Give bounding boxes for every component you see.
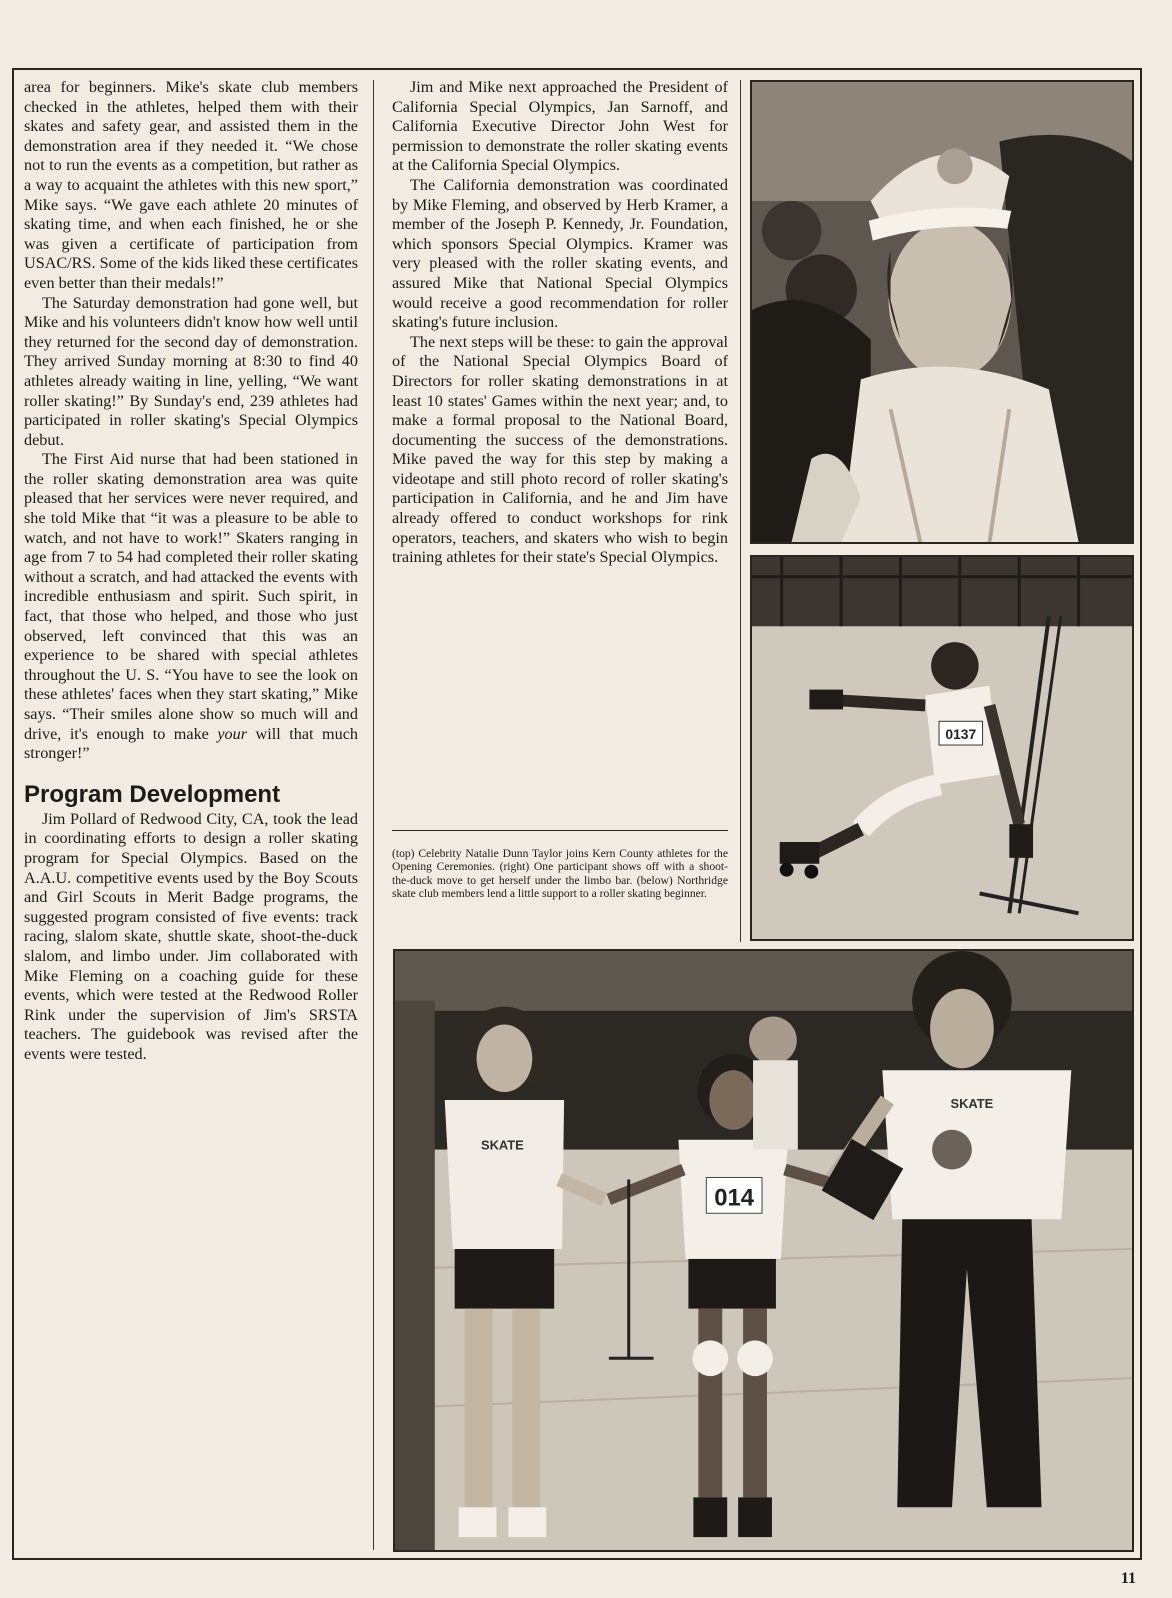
paragraph: Jim and Mike next approached the President of California Special Olympics, Jan Sarnoff, and California Executive Director John West for permission to demonstrate the roller skating events at the California Special Olympics. (392, 78, 728, 175)
bib-number: 014 (714, 1184, 755, 1212)
paragraph: area for beginners. Mike's skate club members checked in the athletes, helped them with their skates and safety gear, and assisted them in the demonstration area if they needed it. “We chose not to run the events as a competition, but rather as a way to acquaint the athletes with this new sport,” Mike says. “We gave each athlete 20 minutes of skating time, and when each finished, he or she was given a certificate of participation from USAC/RS. Some of the kids liked these certificates even better than their medals!” (24, 78, 358, 292)
paragraph-text: will that much stronger!” (24, 724, 358, 763)
bib-number: 0137 (945, 726, 977, 743)
section-heading: Program Development (24, 780, 281, 808)
paragraph-text: The First Aid nurse that had been stationed in the roller skating demonstration area was quite pleased that her services were never required, and she told Mike that “it was a pleasure to be able to watch, and not have to work!” Skaters ranging in age from 7 to 54 had completed their roller skating without a scratch, and had attacked the events with incredible enthusiasm and spirit. Such spirit, in fact, that those who helped, and those who just observed, left convinced that this was an experience to be shared with special athletes throughout the U. S. “You have to see the look on these athletes' faces when they start skating,” Mike says. “Their smiles alone show so much will and drive, it's (24, 450, 358, 743)
paragraph: The California demonstration was coordinated by Mike Fleming, and observed by Herb Kramer, a member of the Joseph P. Kennedy, Jr. Foundation, which sponsors Special Olympics. Kramer was very pleased with the roller skating events, and assured Mike that National Special Olympics would receive a good recommendation for roller skating's future inclusion. (392, 175, 728, 332)
photo-skate-support (393, 949, 1134, 1552)
article-column-2 (392, 78, 728, 568)
photo-celebrity-cap (750, 80, 1134, 544)
shirt-text: SKATE (950, 1095, 994, 1111)
paragraph (24, 450, 358, 764)
page-number: 11 (1120, 1570, 1136, 1587)
paragraph: The Saturday demonstration had gone well, but Mike and his volunteers didn't know how well until they returned for the second day of demonstration. They arrived Sunday morning at 8:30 to find 40 athletes already waiting in line, yelling, “We want roller skating!” By Sunday's end, 239 athletes had participated in roller skating's Special Olympics debut. (24, 293, 358, 449)
paragraph: Jim Pollard of Redwood City, CA, took the lead in coordinating efforts to design a roller skating program for Special Olympics. Based on the A.A.U. competitive events used by the Boy Scouts and Girl Scouts in Merit Badge programs, the suggested program consisted of five events: track racing, slalom skate, shuttle skate, shoot-the-duck slalom, and limbo under. Jim collaborated with Mike Fleming on a coaching guide for these events, which were tested at the Redwood Roller Rink under the supervision of Jim's SRSTA teachers. The guidebook was revised after the events were tested. (24, 809, 358, 1063)
column-rule (740, 80, 741, 942)
paragraph: The next steps will be these: to gain the approval of the National Special Olympics Board of Directors for roller skating demonstrations in at least 10 states' Games within the next year; and, to make a formal proposal to the National Board, documenting the success of the demonstrations. Mike paved the way for this step by making a videotape and still photo record of roller skating's participation in California, and he and Jim have already offered to conduct workshops for rink operators, teachers, and skaters who wish to begin training athletes for their state's Special Olympics. (392, 332, 728, 567)
photo-shoot-the-duck (750, 555, 1134, 941)
shirt-text: SKATE (481, 1137, 524, 1153)
article-column-1 (24, 78, 358, 1065)
column-rule (373, 80, 374, 1550)
emphasis: your (217, 724, 248, 743)
paragraph-text: enough to make (96, 724, 218, 743)
photo-caption: (top) Celebrity Natalie Dunn Taylor joins Kern County athletes for the Opening Ceremonies. (right) One participant shows off with a shoot-the-duck move to get herself under the limbo bar. (below) Northridge skate club members lend a little support to a roller skating beginner. (392, 830, 728, 901)
